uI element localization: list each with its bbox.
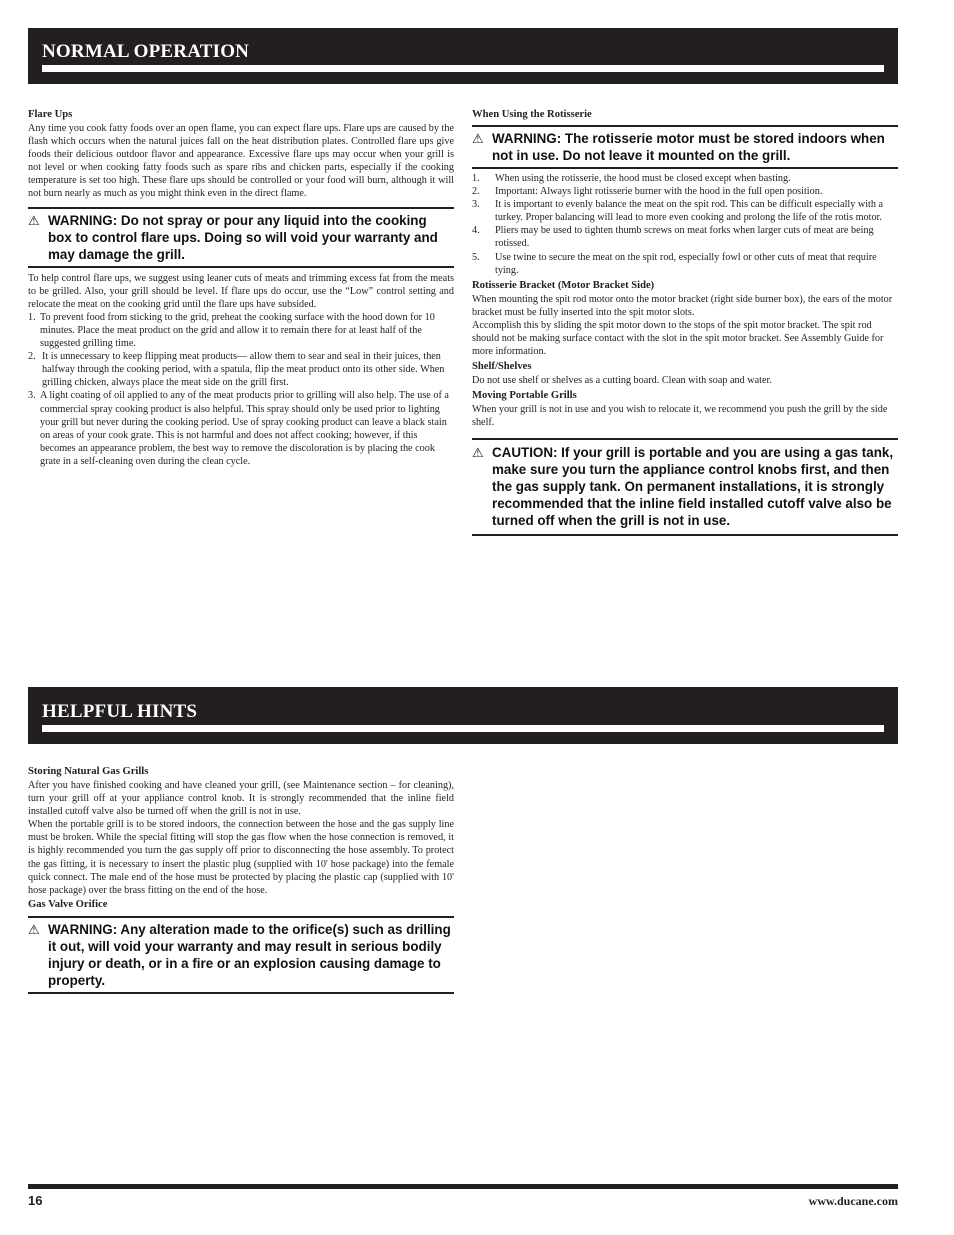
- storing-paragraph-1: After you have finished cooking and have cleaned your grill, (see Maintenance section – for cleaning), turn your grill off at your appliance control knob. It is strongly recommended that the inline field installed cutoff valve also be turned off when the grill is not in use.: [28, 780, 454, 818]
- list-item: [472, 224, 898, 250]
- list-text: It is unnecessary to keep flipping meat products— allow them to sear and seal in their juices, then halfway through the cooking period, with a spatula, flip the meat product onto its other side. When grilling chicken, always place the meat side on the grill first.: [42, 351, 445, 389]
- flare-ups-intro: Any time you cook fatty foods over an open flame, you can expect flare ups. Flare ups are caused by the flash which occurs when the natural juices fall on the heat distribution plates. Controlled flare ups give foods their delicious outdoor flavor and appearance. Excessive flare ups may occur when your grill is not level or when cooking fatty foods such as spare ribs and chicken parts, especially if the cooking temperature is set too high. These flare ups should be controlled or your food will burn, although it will not burn nearly as much as you might think even in the direct flame.: [28, 123, 454, 200]
- rotisserie-warning: [472, 125, 898, 169]
- moving-text: When your grill is not in use and you wish to relocate it, we recommend you push the grill by the side shelf.: [472, 404, 888, 429]
- section-title: HELPFUL HINTS: [42, 701, 198, 722]
- bracket-paragraph-1: When mounting the spit rod motor onto the motor bracket (right side burner box), the ears of the motor bracket must be fully inserted into the spit motor slots.: [472, 293, 893, 318]
- rotisserie-steps: [472, 172, 898, 277]
- header-divider: [42, 65, 884, 72]
- bracket-paragraph-2: Accomplish this by sliding the spit motor down to the stops of the spit motor bracket. The spit rod should not be making surface contact with the slot in the spit motor bracket. See Assembly Guide for more information.: [472, 319, 884, 358]
- shelf-heading: Shelf/Shelves: [472, 361, 532, 373]
- section-title: NORMAL OPERATION: [42, 41, 250, 62]
- list-item: [472, 172, 898, 185]
- list-item: [28, 389, 454, 468]
- list-number: 2.: [28, 351, 36, 363]
- flare-ups-warning: [28, 207, 454, 268]
- portable-caution: [472, 438, 898, 536]
- header-divider: [42, 725, 884, 732]
- list-text: When using the rotisserie, the hood must be closed except when basting.: [495, 173, 791, 184]
- list-text: Important: Always light rotisserie burner with the hood in the full open position.: [495, 186, 823, 198]
- footer-divider: [28, 1184, 898, 1189]
- list-item: [472, 185, 898, 198]
- list-item: [28, 311, 454, 350]
- orifice-heading: Gas Valve Orifice: [28, 898, 108, 910]
- storing-paragraph-2: When the portable grill is to be stored indoors, the connection between the hose and the gas supply line must be broken. While the special fitting will stop the gas flow when the hose connection is removed, it is highly recommended you turn the gas supply off prior to disconnecting the hose assembly. To protect the gas fitting, it is necessary to insert the plastic plug (supplied with 10' hose package) into the female quick connect. The male end of the hose must be protected by placing the plastic cap (supplied with 10' hose package) over the brass fitting on the end of the hose.: [28, 819, 454, 896]
- warning-icon: ⚠: [28, 921, 40, 937]
- list-number: 5.: [472, 251, 480, 263]
- list-item: [28, 350, 454, 389]
- helpful-hints-header: [28, 687, 898, 744]
- list-text: A light coating of oil applied to any of the meat products prior to grilling will also help. The use of a commercial spray cooking product is also helpful. This spray should only be used prior to lighting your grill but never during the cooking period. Use of spray cooking product can leave a black stain on areas of your cook grate. This is not harmful and does not affect cooking; however, if this becomes an appearance problem, the best way to remove the discoloration is by placing the cook grate in a self-cleaning oven during the clean cycle.: [40, 390, 449, 467]
- rotisserie-warning-text: WARNING: The rotisserie motor must be stored indoors when not in use. Do not leave it mounted on the grill.: [492, 131, 885, 163]
- list-number: 1.: [28, 311, 36, 323]
- list-text: To prevent food from sticking to the grid, preheat the cooking surface with the hood down for 10 minutes. Place the meat product on the grid and allow it to remain there for at least half of the suggested grilling time.: [40, 311, 435, 350]
- list-number: 4.: [472, 225, 480, 237]
- list-text: It is important to evenly balance the meat on the spit rod. This can be difficult especially with a turkey. Proper balancing will lead to more even cooking and prolong the life of the rotis motor.: [495, 199, 884, 224]
- list-number: 1.: [472, 173, 480, 184]
- page-number: 16: [28, 1193, 43, 1208]
- rotisserie-column: [472, 108, 898, 536]
- portable-caution-text: CAUTION: If your grill is portable and you are using a gas tank, make sure you turn the appliance control knobs first, and then the gas supply tank. On permanent installations, it is strongly recommended that the inline field installed cutoff valve also be turned off when the grill is not in use.: [492, 444, 894, 528]
- flare-ups-column: [28, 108, 454, 468]
- list-text: Pliers may be used to tighten thumb screws on meat forks when larger cuts of meat are being rotissed.: [495, 225, 874, 250]
- website-link[interactable]: www.ducane.com: [808, 1194, 898, 1208]
- helpful-hints-column: [28, 765, 454, 994]
- moving-heading: Moving Portable Grills: [472, 390, 577, 402]
- flare-ups-control-text: To help control flare ups, we suggest using leaner cuts of meats and trimming excess fat from the meats to be grilled. Also, your grill should be level. If flare ups do occur, use the “Low” control setting and relocate the meat on the cooking grid until the flare ups have subsided.: [28, 272, 454, 310]
- flare-ups-heading: Flare Ups: [28, 109, 73, 120]
- list-number: 2.: [472, 186, 480, 198]
- rotisserie-heading: When Using the Rotisserie: [472, 109, 592, 120]
- flare-ups-warning-text: WARNING: Do not spray or pour any liquid into the cooking box to control flare ups. Doing so will void your warranty and may damage the grill.: [48, 212, 438, 262]
- warning-icon: ⚠: [472, 444, 484, 460]
- orifice-warning: [28, 916, 454, 994]
- list-item: [472, 198, 898, 224]
- orifice-warning-text: WARNING: Any alteration made to the orifice(s) such as drilling it out, will void your warranty and may result in serious bodily injury or death, or in a fire or an explosion causing damage to property.: [48, 921, 451, 988]
- shelf-text: Do not use shelf or shelves as a cutting board. Clean with soap and water.: [472, 375, 772, 387]
- warning-icon: ⚠: [28, 212, 40, 228]
- flare-ups-tips: [28, 311, 454, 468]
- bracket-heading: Rotisserie Bracket (Motor Bracket Side): [472, 279, 655, 291]
- warning-icon: ⚠: [472, 131, 484, 146]
- normal-operation-header: [28, 28, 898, 84]
- list-number: 3.: [28, 390, 36, 402]
- list-number: 3.: [472, 199, 480, 211]
- list-item: [472, 251, 898, 277]
- list-text: Use twine to secure the meat on the spit rod, especially fowl or other cuts of meat that require tying.: [495, 251, 877, 276]
- storing-heading: Storing Natural Gas Grills: [28, 766, 149, 777]
